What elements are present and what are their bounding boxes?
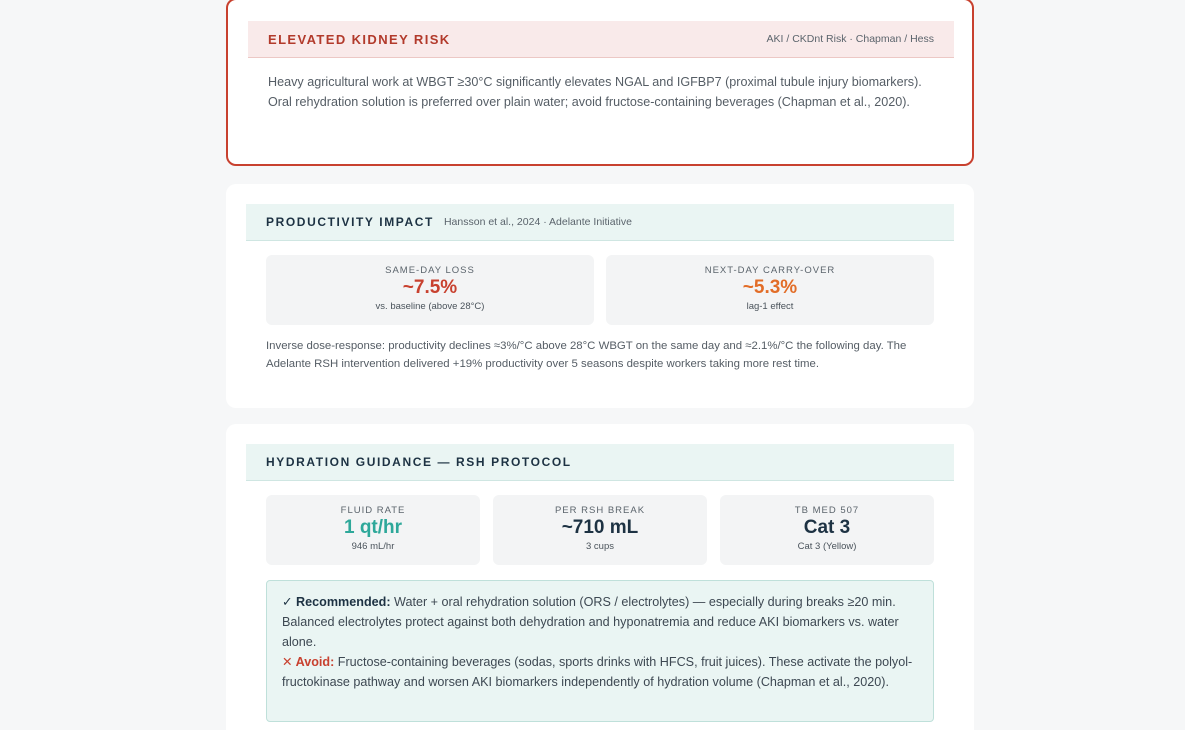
recommended-lead: ✓ Recommended:	[282, 595, 391, 609]
stat-sub: 946 mL/hr	[351, 541, 395, 552]
stat-sub: 3 cups	[586, 541, 614, 552]
stat-value: ~710 mL	[561, 517, 639, 538]
stat-value: 1 qt/hr	[343, 517, 403, 538]
avoid-body: Fructose-containing beverages (sodas, sports drinks with HFCS, fruit juices). These activate the polyol-fructokinase pathway and worsen AKI biomarkers independently of hydration volume (Chapman et al., 2020).	[282, 655, 913, 689]
stat-sub: vs. baseline (above 28°C)	[375, 301, 485, 312]
kidney-risk-description: Heavy agricultural work at WBGT ≥30°C significantly elevates NGAL and IGFBP7 (proximal tubule injury biomarkers). Oral rehydration solution is preferred over plain water; avoid fructose-containing beverages (Chapman et al., 2020).	[268, 75, 922, 109]
stat-value: Cat 3	[803, 517, 851, 538]
stat-sub: Cat 3 (Yellow)	[797, 541, 857, 552]
kidney-risk-source: AKI / CKDnt Risk · Chapman / Hess	[766, 33, 934, 45]
productivity-impact-card	[226, 184, 974, 408]
stat-value: ~7.5%	[402, 277, 458, 298]
stat-label: TB MED 507	[794, 505, 860, 516]
same-day-loss-stat	[266, 255, 594, 325]
kidney-risk-header	[248, 21, 954, 58]
productivity-description: Inverse dose-response: productivity declines ≈3%/°C above 28°C WBGT on the same day and ≈2.1%/°C the following day. The Adelante RSH intervention delivered +19% productivity over 5 seasons despite workers taking more rest time.	[266, 340, 907, 370]
productivity-header	[246, 204, 954, 241]
hydration-guidance-card	[226, 424, 974, 730]
next-day-carryover-stat	[606, 255, 934, 325]
hydration-recommendations	[266, 580, 934, 722]
stat-value: ~5.3%	[742, 277, 798, 298]
recommended-body: Water + oral rehydration solution (ORS / electrolytes) — especially during breaks ≥20 min. Balanced electrolytes protect against both dehydration and hyponatremia and reduce AKI biomarkers vs. water alone.	[282, 595, 899, 649]
kidney-risk-title: ELEVATED KIDNEY RISK	[268, 31, 451, 47]
hydration-title: HYDRATION GUIDANCE — RSH PROTOCOL	[266, 455, 572, 469]
kidney-risk-card	[226, 0, 974, 166]
productivity-source: Hansson et al., 2024 · Adelante Initiative	[443, 216, 632, 228]
recommended-text	[282, 592, 919, 652]
productivity-title: PRODUCTIVITY IMPACT	[266, 215, 434, 229]
stat-label: FLUID RATE	[340, 505, 406, 516]
hydration-header	[246, 444, 954, 481]
avoid-lead: ✕ Avoid:	[282, 655, 335, 669]
per-break-stat	[493, 495, 707, 565]
stat-label: NEXT-DAY CARRY-OVER	[704, 265, 836, 276]
avoid-text	[282, 652, 919, 692]
stat-label: SAME-DAY LOSS	[385, 265, 475, 276]
tb-med-category-stat	[720, 495, 934, 565]
stat-label: PER RSH BREAK	[554, 505, 646, 516]
fluid-rate-stat	[266, 495, 480, 565]
stat-sub: lag-1 effect	[746, 301, 794, 312]
